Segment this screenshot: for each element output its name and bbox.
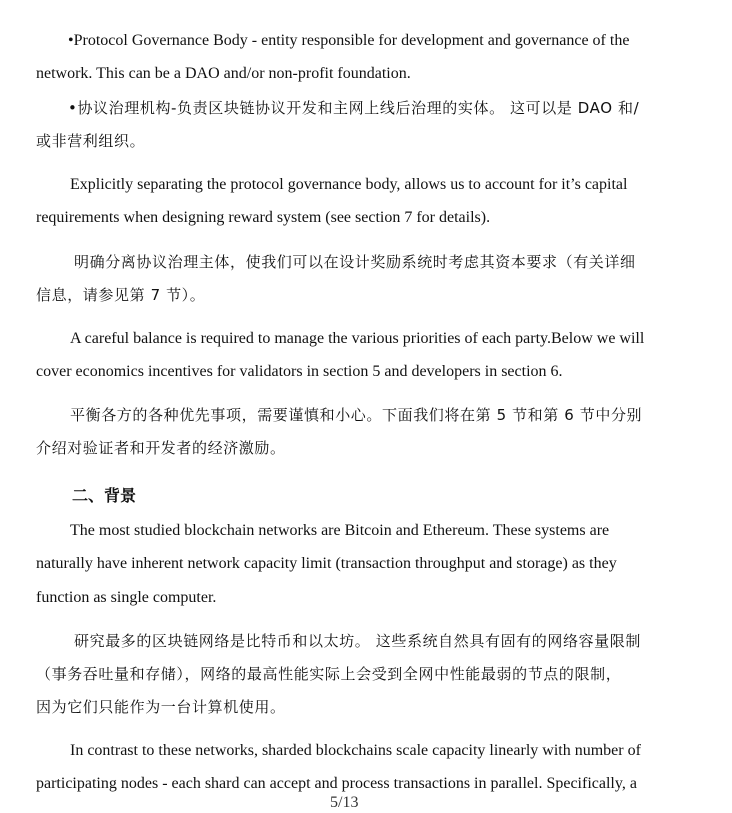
bullet-governance-en-line-1: •Protocol Governance Body - entity responsible for development and governance of the	[68, 32, 630, 49]
bullet-governance-zh-line-2: 或非营利组织。	[36, 132, 146, 150]
paragraph-separation-zh-line-1: 明确分离协议治理主体，使我们可以在设计奖励系统时考虑其资本要求（有关详细	[74, 253, 636, 271]
bullet-governance-zh-line-1: •协议治理机构-负责区块链协议开发和主网上线后治理的实体。 这可以是 DAO 和/	[68, 99, 640, 117]
paragraph-studied-en-line-2: naturally have inherent network capacity limit (transaction throughput and storage) as they	[36, 555, 617, 572]
paragraph-separation-en-line-2: requirements when designing reward system (see section 7 for details).	[36, 209, 491, 226]
paragraph-balance-zh-line-1: 平衡各方的各种优先事项，需要谨慎和小心。下面我们将在第 5 节和第 6 节中分别	[70, 406, 643, 424]
page-number-fragment	[330, 794, 390, 813]
paragraph-balance-en-line-1: A careful balance is required to manage the various priorities of each party.Below we will	[70, 330, 645, 347]
paragraph-balance-en-line-2: cover economics incentives for validators in section 5 and developers in section 6.	[36, 363, 563, 380]
paragraph-studied-zh-line-2: （事务吞吐量和存储），网络的最高性能实际上会受到全网中性能最弱的节点的限制，	[36, 665, 622, 683]
paragraph-separation-zh-line-2: 信息，请参见第 7 节）。	[36, 286, 206, 304]
section-heading-background: 二、背景	[72, 486, 137, 505]
paragraph-studied-en-line-3: function as single computer.	[36, 589, 217, 606]
paragraph-studied-zh-line-3: 因为它们只能作为一台计算机使用。	[36, 698, 286, 716]
paragraph-studied-en-line-1: The most studied blockchain networks are Bitcoin and Ethereum. These systems are	[70, 522, 610, 539]
paragraph-contrast-en-line-1: In contrast to these networks, sharded blockchains scale capacity linearly with number of	[70, 742, 641, 759]
paragraph-contrast-en-line-2: participating nodes - each shard can accept and process transactions in parallel. Specifically, a	[36, 775, 637, 792]
paragraph-studied-zh-line-1: 研究最多的区块链网络是比特币和以太坊。 这些系统自然具有固有的网络容量限制	[74, 632, 641, 650]
paragraph-balance-zh-line-2: 介绍对验证者和开发者的经济激励。	[36, 439, 286, 457]
page-number-text: 5/13	[330, 794, 359, 811]
paragraph-separation-en-line-1: Explicitly separating the protocol governance body, allows us to account for it’s capital	[70, 176, 628, 193]
bullet-governance-en-line-2: network. This can be a DAO and/or non-profit foundation.	[36, 65, 411, 82]
